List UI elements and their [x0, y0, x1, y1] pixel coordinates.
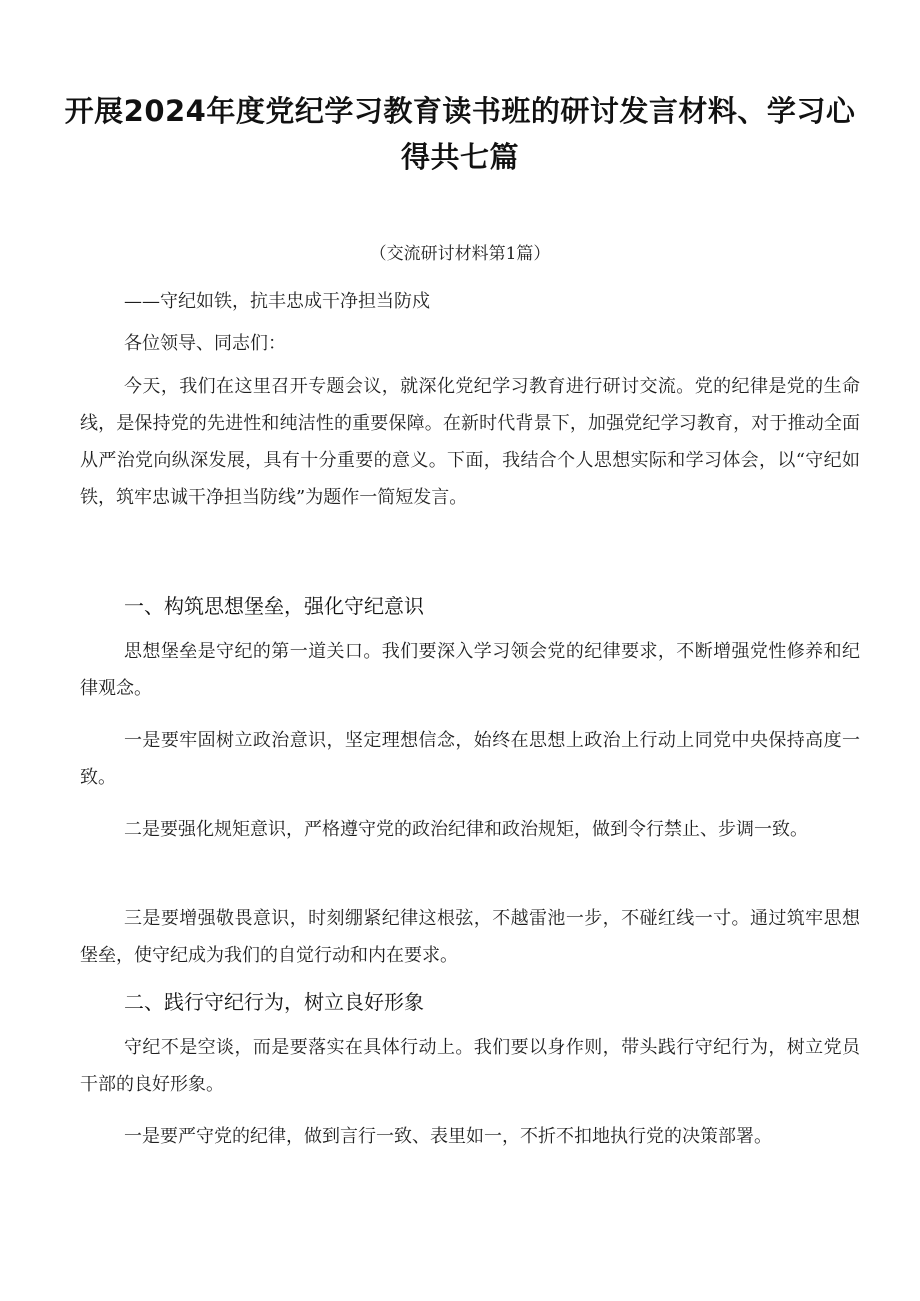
document-subtitle: （交流研讨材料第1篇）: [369, 244, 551, 264]
dash-line: ——守纪如铁，抗丰忠成干净担当防戍: [124, 291, 430, 312]
section-heading-1: 一、构筑思想堡垒，强化守纪意识: [124, 594, 424, 618]
paragraph-intro: 今天，我们在这里召开专题会议，就深化党纪学习教育进行研讨交流。党的纪律是党的生命线，是保持党的先进性和纯洁性的重要保障。在新时代背景下，加强党纪学习教育，对于推动全面从严治党向纵深发展，具有十分重要的意义。下面，我结合个人思想实际和学习体会，以“守纪如铁，筑牢忠诚干净担当防线”为题作一简短发言。: [80, 376, 860, 508]
paragraph-section2-intro: 守纪不是空谈，而是要落实在具体行动上。我们要以身作则，带头践行守纪行为，树立党员干部的良好形象。: [80, 1037, 860, 1095]
paragraph-section1-point1: 一是要牢固树立政治意识，坚定理想信念，始终在思想上政治上行动上同党中央保持高度一致。: [80, 730, 860, 788]
document-title: 开展2024年度党纪学习教育读书班的研讨发言材料、学习心得共七篇: [64, 94, 856, 174]
greeting: 各位领导、同志们：: [124, 333, 286, 354]
paragraph-section1-point2: 二是要强化规矩意识，严格遵守党的政治纪律和政治规矩，做到令行禁止、步调一致。: [124, 819, 808, 840]
paragraph-section1-point3: 三是要增强敬畏意识，时刻绷紧纪律这根弦，不越雷池一步，不碰红线一寸。通过筑牢思想堡垒，使守纪成为我们的自觉行动和内在要求。: [80, 908, 860, 966]
paragraph-section1-intro: 思想堡垒是守纪的第一道关口。我们要深入学习领会党的纪律要求，不断增强党性修养和纪律观念。: [80, 641, 860, 699]
section-heading-2: 二、践行守纪行为，树立良好形象: [124, 990, 424, 1014]
paragraph-section2-point1: 一是要严守党的纪律，做到言行一致、表里如一，不折不扣地执行党的决策部署。: [124, 1126, 772, 1147]
